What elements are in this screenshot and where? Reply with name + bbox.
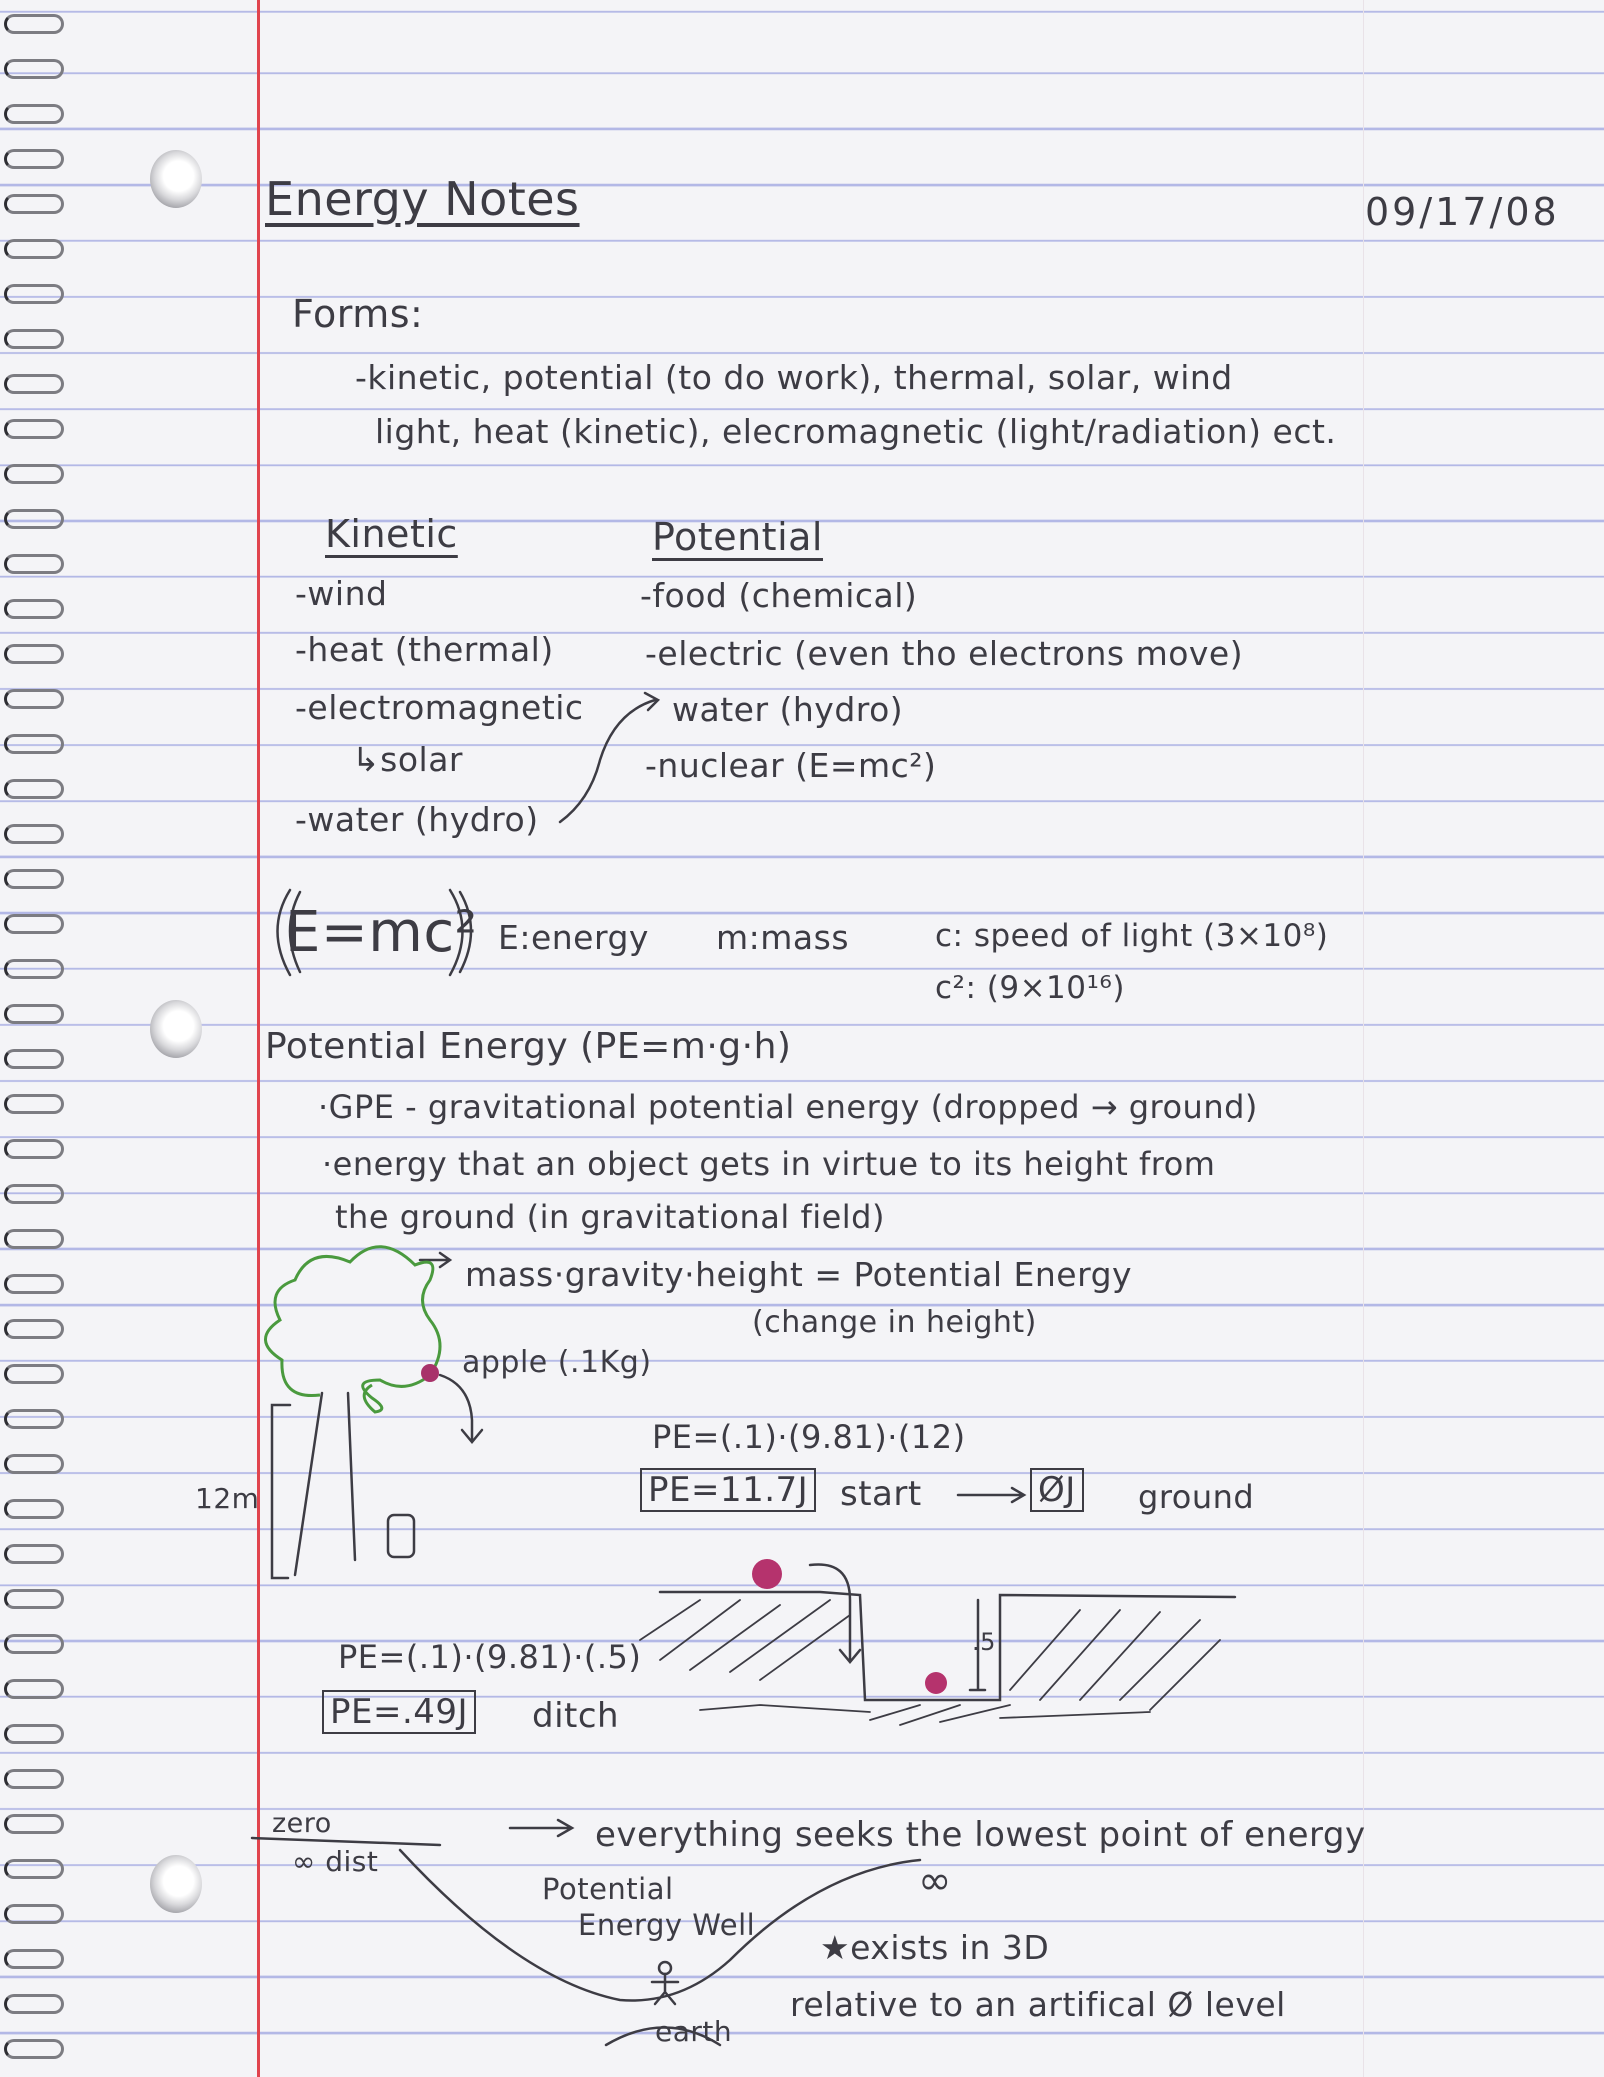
energy-well-curve bbox=[400, 1850, 920, 2001]
zero-level-line bbox=[252, 1838, 440, 1845]
relative-level-note: relative to an artifical Ø level bbox=[790, 1985, 1286, 2024]
earth-label: earth bbox=[655, 2015, 733, 2048]
ground-value: ØJ bbox=[1030, 1468, 1084, 1512]
ditch-pe-result: PE=.49J bbox=[322, 1690, 476, 1734]
kinetic-heading: Kinetic bbox=[325, 512, 458, 556]
pe-bullet-1: ·GPE - gravitational potential energy (dropped → ground) bbox=[318, 1088, 1258, 1126]
forms-heading: Forms: bbox=[292, 292, 424, 336]
ground-hatching bbox=[640, 1600, 1220, 1725]
apple-pe-result: PE=11.7J bbox=[640, 1468, 816, 1512]
kinetic-item: -heat (thermal) bbox=[295, 630, 554, 669]
c-definition: c: speed of light (3×10⁸) bbox=[935, 918, 1329, 954]
potential-item: -electric (even tho electrons move) bbox=[645, 634, 1244, 673]
infinity-symbol: ∞ bbox=[918, 1858, 952, 1904]
tree-trunk-left bbox=[295, 1393, 322, 1575]
stick-figure-head bbox=[659, 1962, 671, 1974]
emc2-left-paren-outer bbox=[278, 890, 291, 975]
well-label-1: Potential bbox=[542, 1872, 674, 1906]
height-bracket bbox=[272, 1405, 290, 1578]
e-definition: E:energy bbox=[498, 918, 649, 957]
potential-item: water (hydro) bbox=[672, 690, 904, 729]
apple-drop-arrow bbox=[440, 1375, 472, 1440]
forms-line-1: -kinetic, potential (to do work), thermal, solar, wind bbox=[355, 358, 1233, 397]
forms-line-2: light, heat (kinetic), elecromagnetic (light/radiation) ect. bbox=[375, 412, 1337, 451]
tree-height-label: 12m bbox=[195, 1482, 260, 1515]
pe-bullet-2b: the ground (in gravitational field) bbox=[335, 1198, 885, 1236]
potential-heading: Potential bbox=[652, 515, 823, 559]
ditch-drop-arrow bbox=[810, 1564, 850, 1660]
exists-3d-note: ★exists in 3D bbox=[820, 1928, 1050, 1967]
potential-item: -nuclear (E=mc²) bbox=[645, 746, 937, 785]
ditch-depth-marker bbox=[970, 1600, 985, 1690]
hydro-link-curve bbox=[560, 700, 655, 822]
ditch-outline bbox=[660, 1592, 1235, 1700]
tree-canopy bbox=[265, 1247, 440, 1412]
pe-formula-words: mass·gravity·height = Potential Energy bbox=[465, 1255, 1133, 1294]
kinetic-item: -wind bbox=[295, 574, 388, 613]
earth-arc bbox=[606, 2028, 720, 2046]
height-note: (change in height) bbox=[752, 1305, 1037, 1340]
emc2-left-paren-inner bbox=[290, 892, 300, 972]
kinetic-item: -electromagnetic bbox=[295, 688, 584, 727]
formula-arrow bbox=[420, 1253, 450, 1267]
pe-heading: Potential Energy (PE=m·g·h) bbox=[265, 1026, 792, 1067]
apple-on-ledge bbox=[752, 1559, 782, 1589]
ditch-label: ditch bbox=[532, 1696, 620, 1736]
infinite-distance-label: ∞ dist bbox=[292, 1845, 379, 1878]
apple-on-tree bbox=[421, 1364, 439, 1382]
start-label: start bbox=[840, 1474, 922, 1514]
ditch-depth-label: .5 bbox=[972, 1628, 996, 1656]
pe-bullet-2a: ·energy that an object gets in virtue to its height from bbox=[322, 1145, 1216, 1183]
kinetic-item: ↳solar bbox=[352, 740, 463, 779]
emc2-right-paren-outer bbox=[450, 890, 463, 975]
apple-pe-calc: PE=(.1)·(9.81)·(12) bbox=[652, 1418, 966, 1456]
c2-definition: c²: (9×10¹⁶) bbox=[935, 970, 1125, 1006]
page-date: 09/17/08 bbox=[1365, 190, 1560, 234]
apple-label: apple (.1Kg) bbox=[462, 1345, 652, 1380]
zero-label: zero bbox=[272, 1808, 332, 1839]
tree-trunk-right bbox=[348, 1393, 355, 1560]
kinetic-item: -water (hydro) bbox=[295, 800, 539, 839]
m-definition: m:mass bbox=[716, 918, 850, 957]
start-arrow bbox=[958, 1488, 1024, 1502]
well-label-2: Energy Well bbox=[578, 1908, 756, 1942]
page-title: Energy Notes bbox=[265, 172, 580, 226]
ditch-pe-calc: PE=(.1)·(9.81)·(.5) bbox=[338, 1638, 642, 1676]
note-arrow bbox=[510, 1820, 572, 1836]
person-figure bbox=[388, 1515, 414, 1557]
potential-item: -food (chemical) bbox=[640, 576, 918, 615]
emc2-formula: E=mc² bbox=[285, 900, 478, 965]
apple-in-ditch bbox=[925, 1672, 947, 1694]
lowest-energy-note: everything seeks the lowest point of energy bbox=[595, 1815, 1366, 1855]
ground-label: ground bbox=[1138, 1478, 1255, 1516]
